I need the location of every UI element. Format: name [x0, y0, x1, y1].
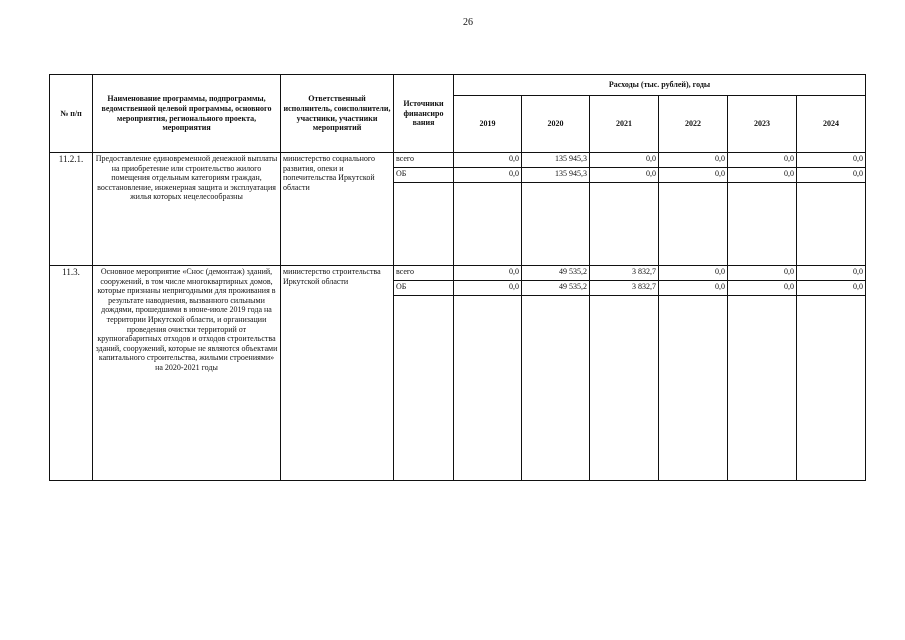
budget-table — [49, 74, 866, 481]
table-row — [50, 153, 866, 168]
empty-cell — [797, 183, 866, 266]
value-cell: 0,0 — [728, 153, 797, 168]
value-cell: 49 535,2 — [522, 266, 590, 281]
header-year: 2019 — [454, 96, 522, 153]
header-source: Источники финансиро вания — [394, 75, 454, 153]
empty-cell — [659, 183, 728, 266]
header-year: 2022 — [659, 96, 728, 153]
header-year: 2020 — [522, 96, 590, 153]
value-cell: 0,0 — [590, 153, 659, 168]
empty-cell — [728, 183, 797, 266]
empty-cell — [394, 296, 454, 481]
value-cell: 0,0 — [454, 281, 522, 296]
source-label: ОБ — [394, 168, 454, 183]
value-cell: 0,0 — [797, 281, 866, 296]
value-cell: 0,0 — [728, 281, 797, 296]
header-year: 2023 — [728, 96, 797, 153]
source-label: всего — [394, 266, 454, 281]
header-expenses: Расходы (тыс. рублей), годы — [454, 75, 866, 96]
header-executor: Ответственный исполнитель, соисполнители, участники, участники мероприятий — [281, 75, 394, 153]
empty-cell — [659, 296, 728, 481]
value-cell: 0,0 — [797, 168, 866, 183]
page-number: 26 — [463, 17, 473, 28]
value-cell: 135 945,3 — [522, 153, 590, 168]
empty-cell — [590, 183, 659, 266]
empty-cell — [454, 296, 522, 481]
value-cell: 0,0 — [454, 153, 522, 168]
value-cell: 0,0 — [454, 168, 522, 183]
value-cell: 0,0 — [797, 266, 866, 281]
value-cell: 0,0 — [659, 266, 728, 281]
header-year: 2024 — [797, 96, 866, 153]
row-number: 11.2.1. — [50, 153, 93, 266]
empty-cell — [522, 183, 590, 266]
value-cell: 0,0 — [728, 266, 797, 281]
row-number: 11.3. — [50, 266, 93, 481]
empty-cell — [728, 296, 797, 481]
value-cell: 0,0 — [659, 153, 728, 168]
source-label: всего — [394, 153, 454, 168]
value-cell: 0,0 — [659, 281, 728, 296]
empty-cell — [394, 183, 454, 266]
value-cell: 135 945,3 — [522, 168, 590, 183]
value-cell: 0,0 — [797, 153, 866, 168]
row-name: Основное мероприятие «Снос (демонтаж) зданий, сооружений, в том числе многоквартирных домов, которые признаны непригодными для проживания в результате наводнения, вызванного сильными дождями, прошедшими в июне-июле 2019 года на территории Иркутской области, и организации проведения очистки территорий от крупногабаритных отходов и отходов строительства зданий, сооружений, которые не являются объектами капитального строительства, жилыми строениями» на 2020-2021 годы — [93, 266, 281, 481]
value-cell: 0,0 — [728, 168, 797, 183]
header-num: № п/п — [50, 75, 93, 153]
value-cell: 0,0 — [454, 266, 522, 281]
empty-cell — [590, 296, 659, 481]
empty-cell — [797, 296, 866, 481]
row-executor: министерство строительства Иркутской области — [281, 266, 394, 481]
header-name: Наименование программы, подпрограммы, ведомственной целевой программы, основного мероприятия, регионального проекта, мероприятия — [93, 75, 281, 153]
row-name: Предоставление единовременной денежной выплаты на приобретение или строительство жилого помещения отдельным категориям граждан, восстановление, инженерная защита и эксплуатация жилья которых нецелесообразны — [93, 153, 281, 266]
empty-cell — [454, 183, 522, 266]
source-label: ОБ — [394, 281, 454, 296]
empty-cell — [522, 296, 590, 481]
value-cell: 49 535,2 — [522, 281, 590, 296]
value-cell: 3 832,7 — [590, 281, 659, 296]
value-cell: 0,0 — [590, 168, 659, 183]
table-row — [50, 266, 866, 281]
header-year: 2021 — [590, 96, 659, 153]
value-cell: 3 832,7 — [590, 266, 659, 281]
value-cell: 0,0 — [659, 168, 728, 183]
row-executor: министерство социального развития, опеки и попечительства Иркутской области — [281, 153, 394, 266]
